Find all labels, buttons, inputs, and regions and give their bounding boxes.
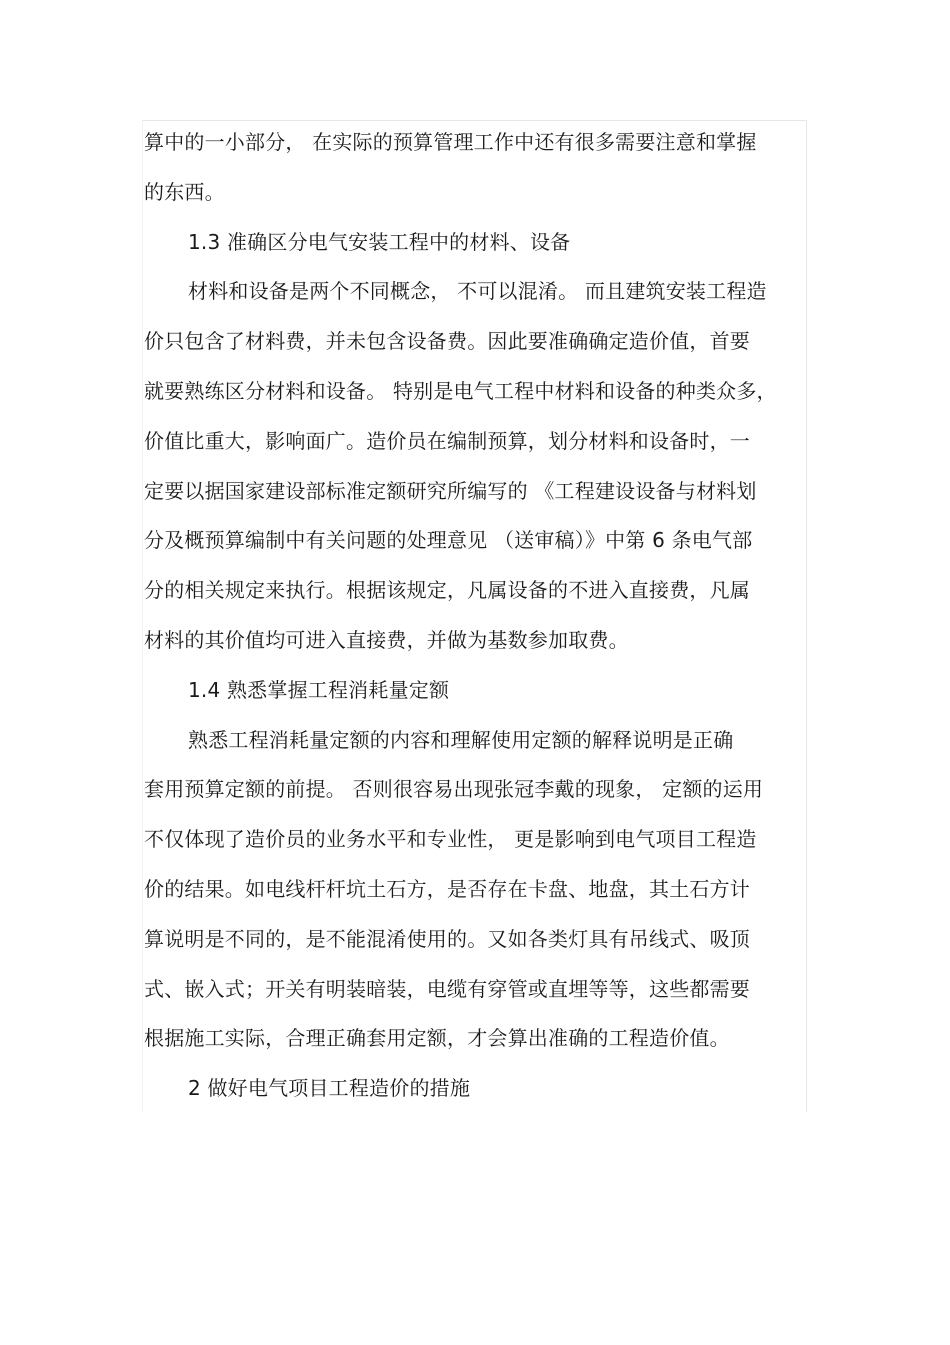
section-heading-1-3: 1.3 准确区分电气安装工程中的材料、设备 [188, 229, 571, 254]
text-line: 就要熟练区分材料和设备。 特别是电气工程中材料和设备的种类众多， [144, 378, 777, 403]
text-line: 不仅体现了造价员的业务水平和专业性， 更是影响到电气项目工程造 [144, 827, 757, 852]
text-line: 套用预算定额的前提。 否则很容易出现张冠李戴的现象， 定额的运用 [144, 777, 764, 802]
text-line: 价只包含了材料费，并未包含设备费。因此要准确确定造价值，首要 [144, 329, 750, 354]
text-line: 算说明是不同的，是不能混淆使用的。又如各类灯具有吊线式、吸顶 [144, 926, 750, 951]
text-line: 价的结果。如电线杆杆坑土石方，是否存在卡盘、地盘，其土石方计 [144, 876, 750, 901]
text-line: 分的相关规定来执行。根据该规定，凡属设备的不进入直接费，凡属 [144, 578, 750, 603]
text-line: 根据施工实际，合理正确套用定额，才会算出准确的工程造价值。 [144, 1026, 730, 1051]
paragraph-first-line: 材料和设备是两个不同概念， 不可以混淆。 而且建筑安装工程造 [188, 279, 767, 304]
text-line: 的东西。 [144, 179, 225, 204]
text-line: 分及概预算编制中有关问题的处理意见 （送审稿）》中第 6 条电气部 [144, 528, 753, 553]
paragraph-first-line: 熟悉工程消耗量定额的内容和理解使用定额的解释说明是正确 [188, 727, 734, 752]
section-heading-2: 2 做好电气项目工程造价的措施 [188, 1076, 471, 1101]
document-body [144, 123, 806, 1119]
text-line: 定要以据国家建设部标准定额研究所编写的 《工程建设设备与材料划 [144, 478, 757, 503]
text-line: 价值比重大，影响面广。造价员在编制预算，划分材料和设备时，一 [144, 428, 750, 453]
text-line: 材料的其价值均可进入直接费，并做为基数参加取费。 [144, 627, 629, 652]
text-line: 算中的一小部分， 在实际的预算管理工作中还有很多需要注意和掌握 [144, 130, 757, 154]
text-line: 式、嵌入式；开关有明装暗装，电缆有穿管或直埋等等，这些都需要 [144, 976, 750, 1001]
section-heading-1-4: 1.4 熟悉掌握工程消耗量定额 [188, 677, 450, 702]
